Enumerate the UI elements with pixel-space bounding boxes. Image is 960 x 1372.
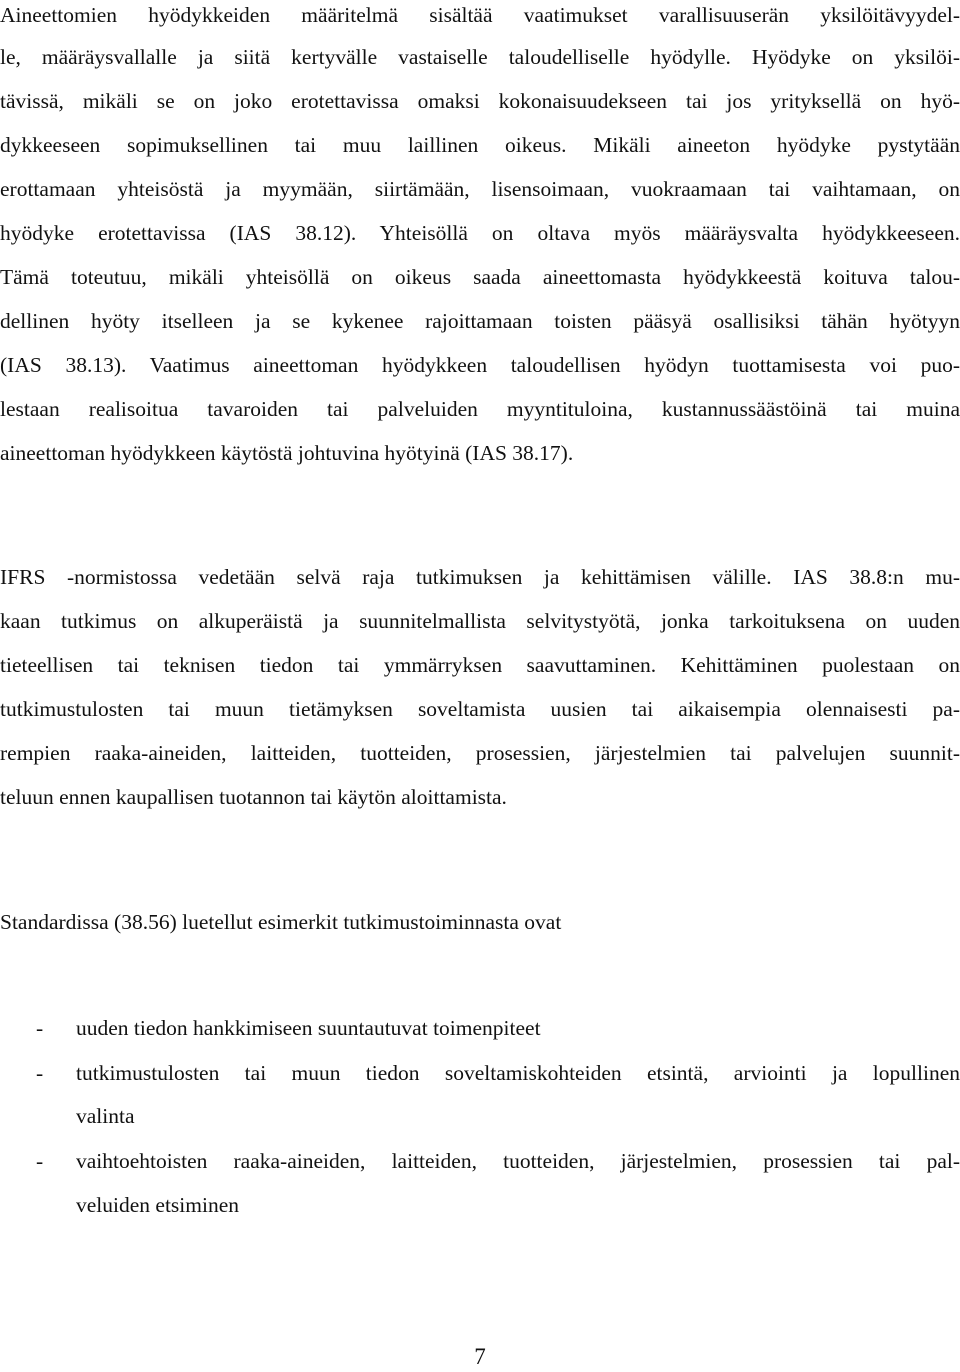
text-line: dellinen hyöty itselleen ja se kykenee rajoittamaan toisten pääsyä osallisiksi tähän hyötyyn <box>0 309 960 333</box>
text-line: le, määräysvallalle ja siitä kertyvälle vastaiselle taloudelliselle hyödylle. Hyödyke on yksilöi- <box>0 45 960 69</box>
text-line: rempien raaka-aineiden, laitteiden, tuotteiden, prosessien, järjestelmien tai palvelujen suunnit- <box>0 741 960 765</box>
list-item-text: valinta <box>76 1104 135 1128</box>
dash-bullet: - <box>36 1149 44 1173</box>
text-line: tutkimustulosten tai muun tietämyksen soveltamista uusien tai aikaisempia olennaisesti pa- <box>0 697 960 721</box>
text-line: Tämä toteutuu, mikäli yhteisöllä on oikeus saada aineettomasta hyödykkeestä koituva talou- <box>0 265 960 289</box>
list-item-text: veluiden etsiminen <box>76 1193 240 1217</box>
list-item-text: tutkimustulosten tai muun tiedon soveltamiskohteiden etsintä, arviointi ja lopullinen <box>76 1061 960 1085</box>
text-line: aineettoman hyödykkeen käytöstä johtuvina hyötyinä (IAS 38.17). <box>0 441 574 465</box>
dash-bullet: - <box>36 1061 44 1085</box>
text-line: tieteellisen tai teknisen tiedon tai ymmärryksen saavuttaminen. Kehittäminen puolestaan on <box>0 653 960 677</box>
text-line: erottamaan yhteisöstä ja myymään, siirtämään, lisensoimaan, vuokraamaan tai vaihtamaan, on <box>0 177 960 201</box>
dash-bullet: - <box>36 1016 44 1040</box>
text-line: teluun ennen kaupallisen tuotannon tai käytön aloittamista. <box>0 785 507 809</box>
page-number: 7 <box>474 1344 486 1369</box>
text-line: Aineettomien hyödykkeiden määritelmä sisältää vaatimukset varallisuuserän yksilöitävyydel- <box>0 3 960 27</box>
text-line: hyödyke erotettavissa (IAS 38.12). Yhteisöllä on oltava myös määräysvalta hyödykkeeseen. <box>0 221 960 245</box>
list-item-text: uuden tiedon hankkimiseen suuntautuvat toimenpiteet <box>76 1016 541 1040</box>
text-line: IFRS -normistossa vedetään selvä raja tutkimuksen ja kehittämisen välille. IAS 38.8:n mu- <box>0 565 960 589</box>
text-line: tävissä, mikäli se on joko erotettavissa omaksi kokonaisuudekseen tai jos yrityksellä on hyö- <box>0 89 960 113</box>
text-line: lestaan realisoitua tavaroiden tai palveluiden myyntituloina, kustannussäästöinä tai muina <box>0 397 960 421</box>
text-line: kaan tutkimus on alkuperäistä ja suunnitelmallista selvitystyötä, jonka tarkoituksena on uuden <box>0 609 960 633</box>
paragraph-standard-examples: Standardissa (38.56) luetellut esimerkit tutkimustoiminnasta ovat <box>0 910 562 934</box>
text-line: (IAS 38.13). Vaatimus aineettoman hyödykkeen taloudellisen hyödyn tuottamisesta voi puo- <box>0 353 960 377</box>
list-item-text: vaihtoehtoisten raaka-aineiden, laitteiden, tuotteiden, järjestelmien, prosessien tai pal- <box>76 1149 960 1173</box>
text-line: dykkeeseen sopimuksellinen tai muu laillinen oikeus. Mikäli aineeton hyödyke pystytään <box>0 133 960 157</box>
